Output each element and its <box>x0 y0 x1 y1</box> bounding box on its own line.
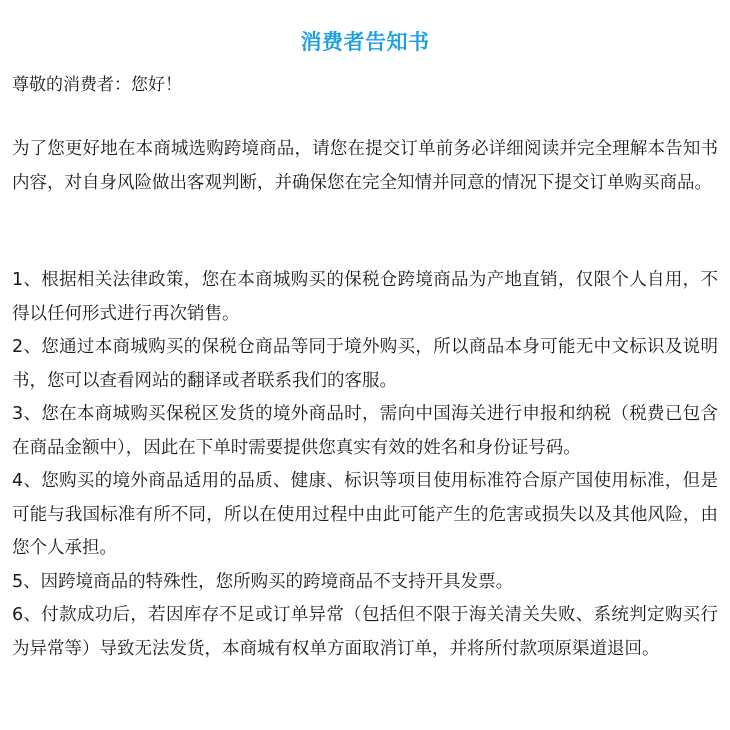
clause-item-6: 6、付款成功后，若因库存不足或订单异常（包括但不限于海关清关失败、系统判定购买行为异常等）导致无法发货，本商城有权单方面取消订单，并将所付款项原渠道退回。 <box>12 605 718 659</box>
greeting: 尊敬的消费者：您好！ <box>12 75 182 95</box>
intro-paragraph: 为了您更好地在本商城选购跨境商品，请您在提交订单前务必详细阅读并完全理解本告知书内容，对自身风险做出客观判断，并确保您在完全知情并同意的情况下提交订单购买商品。 <box>12 139 718 193</box>
clause-list <box>12 264 718 666</box>
clause-item-5: 5、因跨境商品的特殊性，您所购买的跨境商品不支持开具发票。 <box>12 571 514 592</box>
clause-item-3: 3、您在本商城购买保税区发货的境外商品时，需向中国海关进行申报和纳税（税费已包含在商品金额中），因此在下单时需要提供您真实有效的姓名和身份证号码。 <box>12 404 718 458</box>
clause-item-2: 2、您通过本商城购买的保税仓商品等同于境外购买，所以商品本身可能无中文标识及说明书，您可以查看网站的翻译或者联系我们的客服。 <box>12 337 718 391</box>
clause-item-1: 1、根据相关法律政策，您在本商城购买的保税仓跨境商品为产地直销，仅限个人自用，不得以任何形式进行再次销售。 <box>12 270 718 324</box>
notice-title: 消费者告知书 <box>300 30 430 54</box>
clause-item-4: 4、您购买的境外商品适用的品质、健康、标识等项目使用标准符合原产国使用标准，但是可能与我国标准有所不同，所以在使用过程中由此可能产生的危害或损失以及其他风险，由您个人承担。 <box>12 471 718 558</box>
